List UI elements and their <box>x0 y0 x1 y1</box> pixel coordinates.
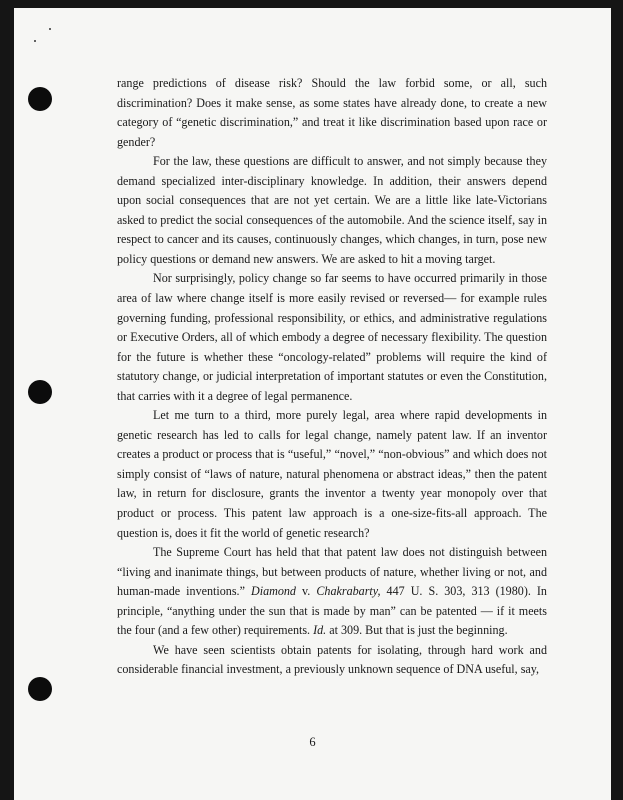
paragraph <box>117 543 547 641</box>
paper-speck <box>49 28 51 30</box>
paragraph-text: For the law, these questions are difficult to answer, and not simply because they demand specialized inter-disciplinary knowledge. In addition, their answers depend upon social consequences that are not yet certain. We are a little like late-Victorians asked to predict the social consequences of the automobile. And the science itself, say in respect to cancer and its causes, continuously changes, which changes, in turn, pose new policy questions or demand new answers. We are asked to hit a moving target. <box>117 154 547 266</box>
italic-citation: Chakrabarty, <box>316 584 381 599</box>
paragraph-text: Let me turn to a third, more purely legal, area where rapid developments in genetic research has led to calls for legal change, namely patent law. If an inventor creates a product or process that is “useful,” “novel,” “non-obvious” and which does not simply consist of “laws of nature, natural phenomena or abstract ideas,” then the patent law, in return for disclosure, grants the inventor a twenty year monopoly over that product or process. This patent law approach is a one-size-fits-all approach. The question is, does it fit the world of genetic research? <box>117 408 547 540</box>
paragraph <box>117 641 547 680</box>
italic-citation: Id. <box>313 623 327 638</box>
punch-hole <box>28 87 52 111</box>
italic-citation: Diamond <box>250 584 296 599</box>
paragraph-text: 447 U. S. 303, 313 (1980). In principle, “anything under the sun that is made by man” can be patented — if it meets the four (and a few other) requirements. <box>117 584 547 638</box>
punch-hole <box>28 380 52 404</box>
paragraph-text: range predictions of disease risk? Should the law forbid some, or all, such discrimination? Does it make sense, as some states have already done, to create a new category of “genetic discrimination,” and treat it like discrimination based upon race or gender? <box>117 76 547 149</box>
paragraph <box>117 152 547 269</box>
paragraph-text: at 309. But that is just the beginning. <box>326 623 508 638</box>
paragraph <box>117 74 547 152</box>
page-number: 6 <box>309 735 316 749</box>
paragraph-text: Nor surprisingly, policy change so far seems to have occurred primarily in those area of law where change itself is more easily revised or reversed— for example rules governing funding, professional responsibility, or ethics, and administrative regulations or Executive Orders, all of which embody a degree of necessary flexibility. The question for the future is whether these “oncology-related” problems will require the kind of statutory change, or judicial interpretation of important statutes or even the Constitution, that carries with it a degree of legal permanence. <box>117 271 547 403</box>
paper-speck <box>34 40 36 42</box>
paragraph-text: v. <box>295 584 317 599</box>
paragraph <box>117 406 547 543</box>
body-text <box>117 74 547 680</box>
paragraph <box>117 269 547 406</box>
punch-hole <box>28 677 52 701</box>
document-page <box>14 8 611 800</box>
paragraph-text: The Supreme Court has held that that patent law does not distinguish between “living and inanimate things, but between products of nature, whether living or not, and human-made inventions.” <box>117 545 547 599</box>
paragraph-text: We have seen scientists obtain patents for isolating, through hard work and considerable financial investment, a previously unknown sequence of DNA useful, say, <box>117 642 547 677</box>
